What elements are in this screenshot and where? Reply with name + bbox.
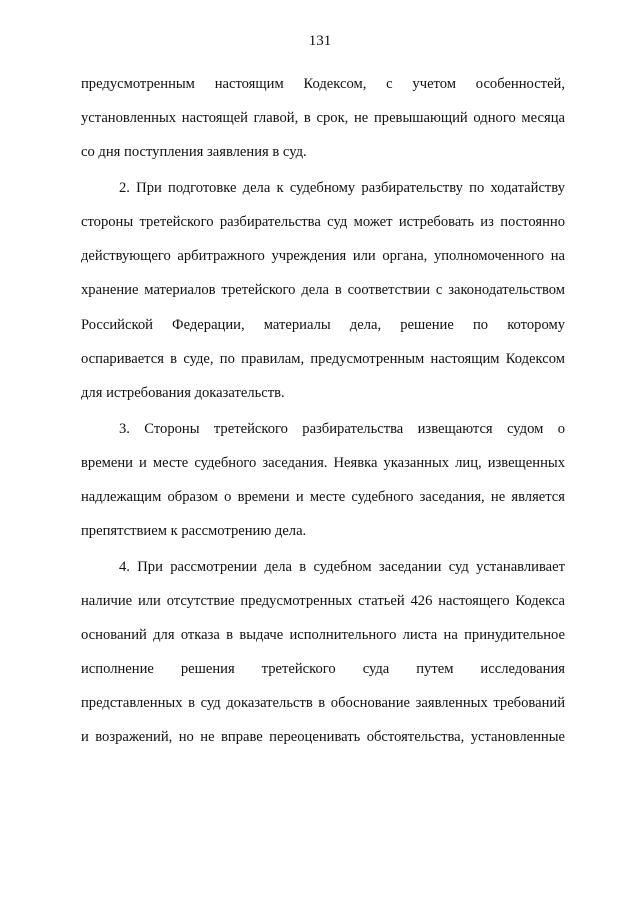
text-line: хранение материалов третейского дела в соответствии с законодательством [81,282,565,298]
page-number: 131 [308,33,332,49]
text-line: 2. При подготовке дела к судебному разбирательству по ходатайству [119,180,565,196]
text-line: времени и месте судебного заседания. Неявка указанных лиц, извещенных [81,455,565,471]
text-line: и возражений, но не вправе переоценивать обстоятельства, установленные [81,729,565,745]
text-line: оснований для отказа в выдаче исполнительного листа на принудительное [81,627,565,643]
text-line: предусмотренным настоящим Кодексом, с учетом особенностей, [81,76,565,92]
text-line: исполнение решения третейского суда путем исследования [81,661,565,677]
text-line: 4. При рассмотрении дела в судебном заседании суд устанавливает [119,559,565,575]
text-line: для истребования доказательств. [81,385,285,401]
text-line: установленных настоящей главой, в срок, не превышающий одного месяца [81,110,565,126]
text-line: со дня поступления заявления в суд. [81,144,307,160]
text-line: наличие или отсутствие предусмотренных статьей 426 настоящего Кодекса [81,593,565,609]
text-line: препятствием к рассмотрению дела. [81,523,307,539]
text-line: стороны третейского разбирательства суд может истребовать из постоянно [81,214,565,230]
text-line: действующего арбитражного учреждения или органа, уполномоченного на [81,248,565,264]
text-line: надлежащим образом о времени и месте судебного заседания, не является [81,489,565,505]
text-line: оспаривается в суде, по правилам, предусмотренным настоящим Кодексом [81,351,565,367]
text-line: представленных в суд доказательств в обоснование заявленных требований [81,695,565,711]
text-line: Российской Федерации, материалы дела, решение по которому [81,317,565,333]
text-line: 3. Стороны третейского разбирательства извещаются судом о [119,421,565,437]
